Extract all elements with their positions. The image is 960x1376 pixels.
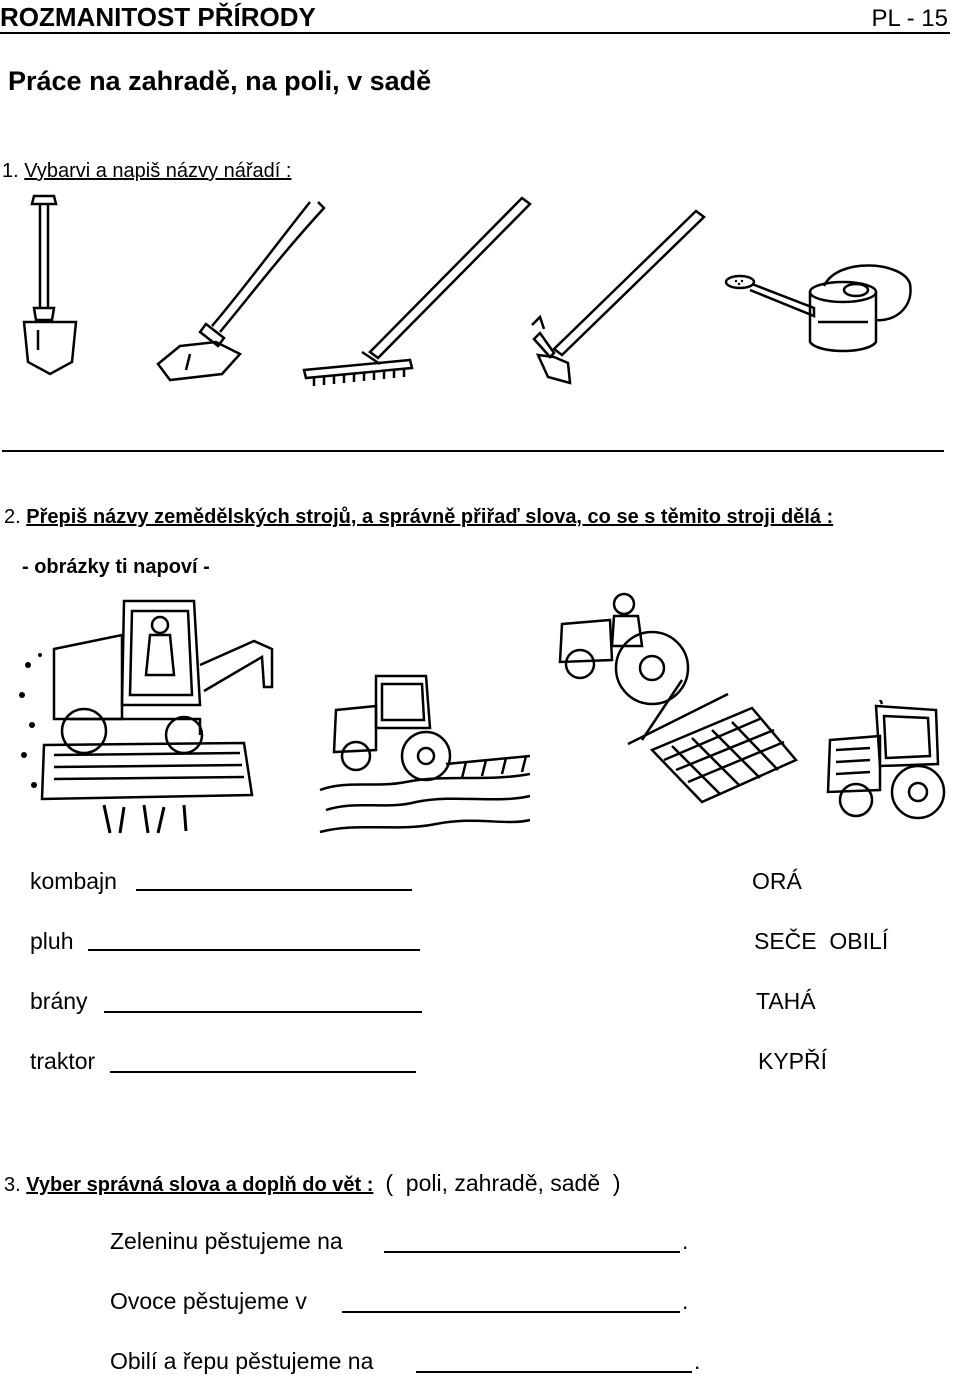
task1-number: 1. [2, 160, 19, 182]
machine-answer-line[interactable] [104, 1011, 422, 1013]
verb-word: SEČE OBILÍ [754, 928, 889, 954]
task3-number: 3. [4, 1174, 21, 1196]
machine-word: traktor [30, 1048, 96, 1074]
combine-harvester-icon [14, 595, 284, 845]
sentence-answer-line[interactable] [384, 1251, 680, 1253]
rake-icon [300, 192, 535, 392]
header-rule [0, 32, 950, 34]
task3-instruction [4, 1170, 621, 1197]
sentence: Ovoce pěstujeme v [110, 1288, 307, 1314]
task1-instruction [2, 160, 291, 183]
verb-word: KYPŘÍ [758, 1048, 828, 1074]
sentence: Zeleninu pěstujeme na [110, 1228, 343, 1254]
tractor-icon [820, 700, 950, 830]
sentence: Obilí a řepu pěstujeme na [110, 1348, 374, 1374]
task1-text: Vybarvi a napiš názvy nářadí : [24, 160, 292, 182]
verb-word: ORÁ [752, 868, 802, 894]
hoe-icon [510, 205, 710, 390]
machine-word: pluh [30, 928, 74, 954]
task2-number: 2. [4, 506, 21, 528]
task2-text: Přepiš názvy zemědělských strojů, a správně přiřaď slova, co se s těmito stroji dělá : [26, 506, 834, 528]
sentence-period: . [694, 1348, 701, 1374]
task2-instruction [4, 506, 833, 529]
tractor-with-harrow-icon [552, 590, 802, 830]
sentence-answer-line[interactable] [416, 1371, 692, 1373]
tractor-with-plough-icon [316, 670, 536, 845]
machine-answer-line[interactable] [88, 949, 420, 951]
machine-word: brány [30, 988, 88, 1014]
task3-text: Vyber správná slova a doplň do vět : [26, 1174, 374, 1196]
task3-options: ( poli, zahradě, sadě ) [378, 1170, 621, 1196]
machine-answer-line[interactable] [136, 889, 412, 891]
spade-icon [14, 190, 84, 380]
watering-can-icon [718, 262, 918, 362]
machine-word: kombajn [30, 868, 117, 894]
machine-answer-line[interactable] [110, 1071, 416, 1073]
sentence-period: . [682, 1228, 689, 1254]
page-subtitle: Práce na zahradě, na poli, v sadě [8, 66, 432, 96]
task2-hint: - obrázky ti napoví - [22, 556, 210, 578]
task1-answer-line[interactable] [2, 450, 944, 452]
sentence-period: . [682, 1288, 689, 1314]
worksheet-code: PL - 15 [871, 5, 948, 32]
verb-word: TAHÁ [756, 988, 816, 1014]
worksheet-title: ROZMANITOST PŘÍRODY [0, 2, 316, 32]
sentence-answer-line[interactable] [342, 1311, 680, 1313]
